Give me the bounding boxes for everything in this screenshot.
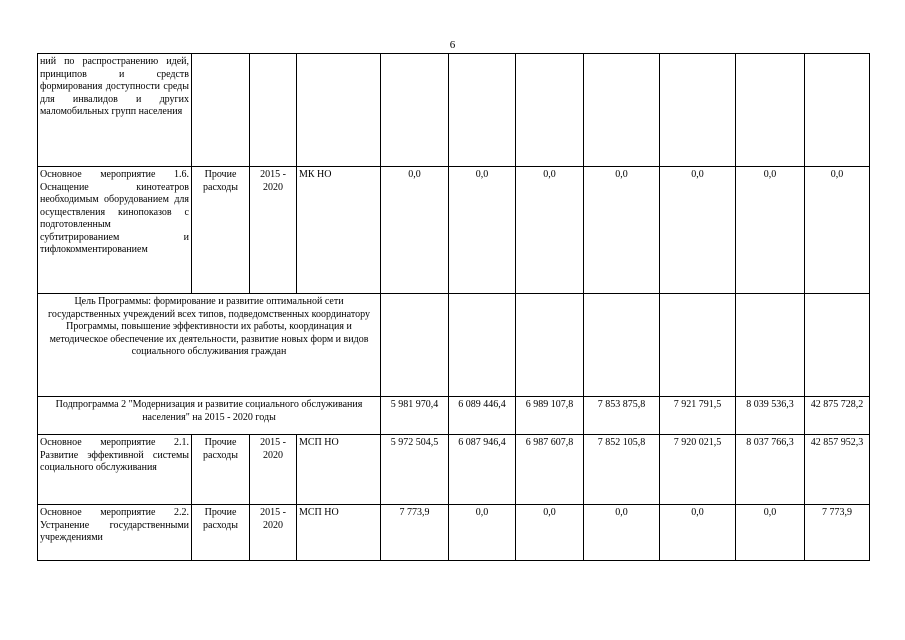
value-cell: 0,0 (584, 167, 660, 294)
value-cell: 8 037 766,3 (736, 435, 805, 505)
measure-description: Основное мероприятие 2.1. Развитие эффективной системы социального обслуживания (38, 435, 192, 505)
subprogram-title: Подпрограмма 2 "Модернизация и развитие социального обслуживания населения" на 2015 - 2020 годы (38, 397, 381, 435)
executor: МСП НО (297, 435, 381, 505)
executor: МСП НО (297, 505, 381, 561)
value-cell: 42 857 952,3 (805, 435, 870, 505)
value-cell: 6 087 946,4 (449, 435, 516, 505)
value-cell (660, 294, 736, 397)
value-cell (516, 54, 584, 167)
value-cell: 6 989 107,8 (516, 397, 584, 435)
funding-source: Прочие расходы (192, 505, 250, 561)
value-cell (584, 54, 660, 167)
table-row (38, 505, 870, 561)
value-cell: 5 972 504,5 (381, 435, 449, 505)
value-cell (805, 54, 870, 167)
page-number: 6 (449, 39, 456, 51)
executor (297, 54, 381, 167)
value-cell (516, 294, 584, 397)
funding-source (192, 54, 250, 167)
value-cell: 7 852 105,8 (584, 435, 660, 505)
value-cell: 0,0 (736, 167, 805, 294)
value-cell: 0,0 (584, 505, 660, 561)
table-row (38, 167, 870, 294)
measure-description: ний по распространению идей, принципов и средств формирования доступности среды для инвалидов и других маломобильных групп населения (38, 54, 192, 167)
value-cell (449, 54, 516, 167)
period: 2015 - 2020 (250, 505, 297, 561)
value-cell: 8 039 536,3 (736, 397, 805, 435)
value-cell (584, 294, 660, 397)
value-cell: 0,0 (736, 505, 805, 561)
period: 2015 - 2020 (250, 167, 297, 294)
value-cell: 7 773,9 (381, 505, 449, 561)
value-cell: 0,0 (449, 167, 516, 294)
value-cell (449, 294, 516, 397)
value-cell: 0,0 (381, 167, 449, 294)
period: 2015 - 2020 (250, 435, 297, 505)
value-cell: 5 981 970,4 (381, 397, 449, 435)
table-row (38, 397, 870, 435)
budget-table (37, 53, 870, 561)
program-goal: Цель Программы: формирование и развитие оптимальной сети государственных учреждений всех типов, подведомственных координатору Программы, повышение эффективности их работы, координация и методическое обеспечение их деятельности, развитие новых форм и видов социального обслуживания граждан (38, 294, 381, 397)
executor: МК НО (297, 167, 381, 294)
measure-description: Основное мероприятие 1.6. Оснащение кинотеатров необходимым оборудованием для осуществления кинопоказов с подготовленным субтитрированием и тифлокомментированием (38, 167, 192, 294)
value-cell (736, 294, 805, 397)
funding-source: Прочие расходы (192, 435, 250, 505)
value-cell: 7 921 791,5 (660, 397, 736, 435)
table-row (38, 54, 870, 167)
value-cell: 0,0 (516, 505, 584, 561)
value-cell: 7 853 875,8 (584, 397, 660, 435)
value-cell: 0,0 (805, 167, 870, 294)
measure-description: Основное мероприятие 2.2. Устранение государственными учреждениями (38, 505, 192, 561)
value-cell: 0,0 (449, 505, 516, 561)
value-cell: 6 089 446,4 (449, 397, 516, 435)
value-cell (660, 54, 736, 167)
value-cell (381, 54, 449, 167)
value-cell (381, 294, 449, 397)
value-cell (805, 294, 870, 397)
table-row (38, 294, 870, 397)
funding-source: Прочие расходы (192, 167, 250, 294)
value-cell: 0,0 (516, 167, 584, 294)
value-cell: 7 920 021,5 (660, 435, 736, 505)
value-cell: 42 875 728,2 (805, 397, 870, 435)
table-row (38, 435, 870, 505)
value-cell: 7 773,9 (805, 505, 870, 561)
value-cell (736, 54, 805, 167)
period (250, 54, 297, 167)
value-cell: 0,0 (660, 505, 736, 561)
value-cell: 0,0 (660, 167, 736, 294)
value-cell: 6 987 607,8 (516, 435, 584, 505)
